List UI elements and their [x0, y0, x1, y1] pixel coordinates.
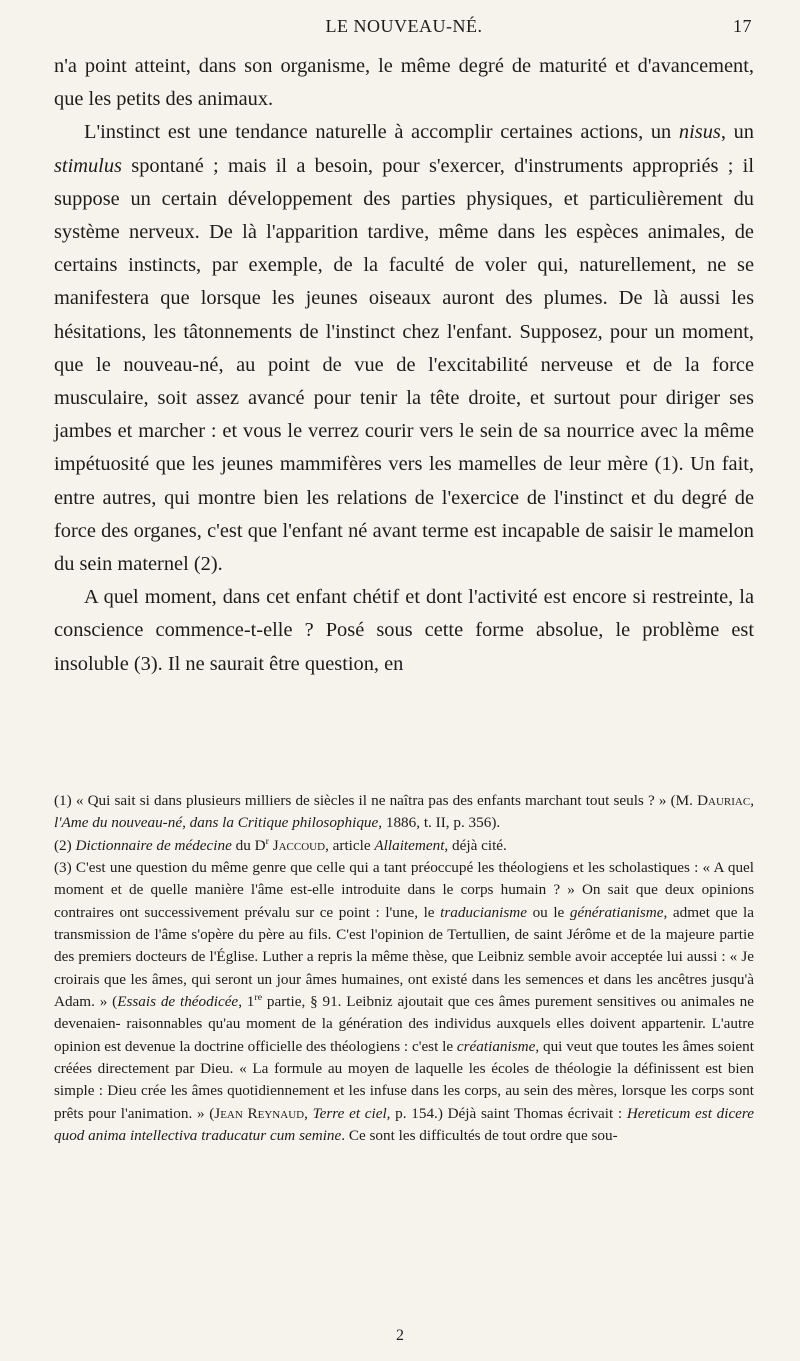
text-run: , admet que la transmission de l'âme s'opère du père au fils. C'est l'opinion de Tertullien, de saint Jérôme et de la majeure partie des premiers docteurs de l'Église. Luther a repris la même thèse, que Leibniz semble avoir acceptée lui aussi : « Je croirais que les âmes, qui seront un jour âmes humaines, ont existé dans les semences et dans les ancêtres jusqu'à Adam. » (: [54, 903, 754, 1011]
term: créatianisme: [456, 1037, 536, 1055]
text-run: , 1: [238, 993, 255, 1011]
text-run: (3) C'est une question du même genre que celle qui a tant préoccupé les théologiens et les scholastiques : « A quel moment et de quelle manière l'âme est-elle introduite dans le corps humain ? » On sait que deux opinions contraires ont successivement prévalu sur ce point : l'une, le: [54, 859, 754, 921]
text-run: , 1886, t. II, p. 356).: [378, 814, 501, 832]
page-number: 17: [733, 16, 752, 36]
text-run: ,: [750, 792, 754, 809]
text-run: du D: [231, 836, 266, 854]
text-run: spontané ; mais il a besoin, pour s'exercer, d'instruments appropriés ; il suppose un certain développement des parties physiques, et particulièrement du système nerveux. De là l'apparition tardive, même dans les espèces animales, de certains instincts, par exemple, de la faculté de voler qui, naturellement, ne se manifestera que lorsque les jeunes oiseaux auront des plumes. De là aussi les hésitations, les tâtonnements de l'instinct chez l'enfant. Supposez, pour un moment, que le nouveau-né, au point de vue de l'excitabilité nerveuse et de la force musculaire, soit assez avancé pour tenir la tête droite, et surtout pour diriger ses jambes et marcher : et vous le verrez courir vers le sein de sa nourrice avec la même impétuosité que les jeunes mammifères vers les mamelles de leur mère (1). Un fait, entre autres, qui montre bien les relations de l'exercice de l'instinct et du degré de force des organes, c'est que l'enfant né avant terme est incapable de saisir le mamelon du sein maternel (2).: [54, 154, 754, 576]
footnote-2: [54, 835, 754, 857]
page-header: [56, 12, 752, 44]
text-run: , un: [720, 121, 754, 144]
term: traducianisme: [440, 903, 527, 921]
footnote-1: [54, 790, 754, 835]
paragraph-3: [54, 581, 754, 681]
work-title: Terre et ciel: [312, 1104, 387, 1122]
superscript: re: [254, 992, 263, 1004]
text-run: , déjà cité.: [444, 836, 507, 854]
superscript: r: [265, 835, 269, 847]
text-run: n'a point atteint, dans son organisme, le même degré de maturité et d'avancement, que les petits des animaux.: [54, 55, 754, 111]
text-run: A quel moment, dans cet enfant chétif et dont l'activité est encore si restreinte, la conscience commence-t-elle ? Posé sous cette forme absolue, le problème est insoluble (3). Il ne saurait être question, en: [54, 586, 754, 675]
footnotes: [54, 790, 754, 1148]
paragraph-1: [54, 50, 754, 116]
author-name: Dauriac: [697, 792, 751, 809]
text-run: (2): [54, 836, 76, 854]
text-run: , p. 154.) Déjà saint Thomas écrivait :: [386, 1104, 627, 1122]
footnote-3: [54, 857, 754, 1147]
work-title: l'Ame du nouveau-né, dans la Critique philosophique: [54, 814, 379, 832]
author-name: Jaccoud: [272, 836, 326, 854]
text-run: ou le: [527, 903, 570, 921]
latin-quote: Hereticum est dicere quod anima intellectiva traducatur cum semine: [54, 1104, 755, 1145]
text-run: ,: [304, 1104, 313, 1122]
main-text: [54, 50, 754, 681]
text-run: partie, § 91. Leibniz ajoutait que ces âmes purement sensitives ou animales ne devenaien- raisonnables qu'au moment de la génération des individus auxquels elles doivent appartenir. L'autre opinion est devenue la doctrine officielle des théologiens : c'est le: [54, 993, 755, 1055]
article-title: Allaitement: [374, 836, 445, 854]
author-name: Jean Reynaud: [214, 1104, 305, 1122]
text-run: (1) « Qui sait si dans plusieurs milliers de siècles il ne naîtra pas des enfants marchant tout seuls ? » (M.: [54, 792, 698, 809]
text-run: L'instinct est une tendance naturelle à accomplir certaines actions, un: [84, 121, 679, 144]
latin-term-stimulus: stimulus: [54, 154, 122, 177]
running-title: LE NOUVEAU-NÉ.: [325, 16, 483, 36]
text-run: , article: [325, 836, 375, 854]
latin-term-nisus: nisus: [678, 121, 721, 144]
text-run: . Ce sont les difficultés de tout ordre que sou-: [341, 1127, 618, 1145]
work-title: Dictionnaire de médecine: [75, 836, 232, 854]
text-run: , qui veut que toutes les âmes soient créées directement par Dieu. « La formule au moyen de laquelle les écoles de théologie la définissent est bien simple : Dieu crée les âmes quotidiennement et les infuse dans les corps, au sein des mères, lorsque les corps sont prêts pour l'animation. » (: [54, 1037, 754, 1122]
signature-mark: 2: [396, 1327, 404, 1344]
term: génératianisme: [569, 903, 664, 921]
work-title: Essais de théodicée: [117, 993, 239, 1011]
paragraph-2: [54, 116, 754, 581]
